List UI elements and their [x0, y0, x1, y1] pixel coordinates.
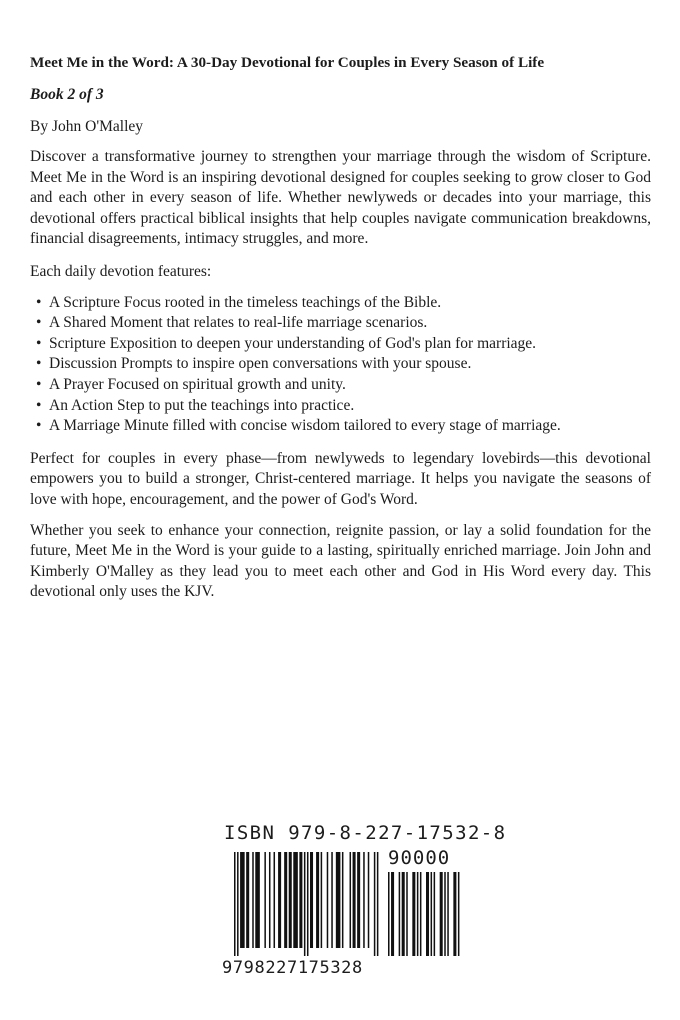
features-list [30, 293, 651, 437]
barcode-bar [426, 872, 429, 956]
barcode-bar [299, 852, 302, 948]
barcode-bar [357, 852, 360, 948]
barcode-bar [237, 852, 239, 956]
barcode-bar [327, 852, 329, 948]
barcode-bar [274, 852, 276, 948]
barcode-bar [406, 872, 408, 956]
author-line: By John O'Malley [30, 118, 144, 135]
feature-item: • A Prayer Focused on spiritual growth and unity. [36, 375, 651, 396]
barcode-bar [353, 852, 356, 948]
barcode-bar [255, 852, 260, 948]
barcode-bar [284, 852, 287, 948]
barcode-bar [307, 852, 309, 956]
barcode-bar [331, 852, 333, 948]
feature-item: • A Shared Moment that relates to real-life marriage scenarios. [36, 313, 651, 334]
barcode-bar [402, 872, 405, 956]
book-series: Book 2 of 3 [30, 86, 104, 103]
feature-item: • Discussion Prompts to inspire open conversations with your spouse. [36, 354, 651, 375]
barcode-bar [444, 872, 446, 956]
barcode-bar [447, 872, 449, 956]
barcode-bar [417, 872, 419, 956]
barcode-bar [350, 852, 352, 948]
barcode-bar [336, 852, 341, 948]
barcode-bar [321, 852, 323, 948]
isbn-label: ISBN 979-8-227-17532-8 [224, 822, 507, 844]
barcode-bar [234, 852, 236, 956]
barcode-bar [388, 872, 390, 956]
barcode-bar [453, 872, 456, 956]
barcode-bar [431, 872, 433, 956]
barcode-bar [240, 852, 245, 948]
barcode-bar [412, 872, 415, 956]
barcode-bar [391, 872, 394, 956]
paragraph-closing: Whether you seek to enhance your connection, reignite passion, or lay a solid foundation for the future, Meet Me in the Word is your guide to a lasting, spiritually enriched marriage. Join John and Kimberly O'Malley as they lead you to meet each other and God in His Word every day. This devotional only uses the KJV. [30, 521, 651, 601]
barcode-bar [293, 852, 298, 948]
barcode-bar [374, 852, 376, 956]
barcode-bar [269, 852, 271, 948]
barcode-bar [399, 872, 401, 956]
intro-paragraph: Discover a transformative journey to strengthen your marriage through the wisdom of Scripture. Meet Me in the Word is an inspiring devotional designed for couples seeking to grow closer to God and each other in every season of life. Whether newlyweds or decades into your marriage, this devotional offers practical biblical insights that help couples navigate communication breakdowns, financial disagreements, intimacy struggles, and more. [30, 148, 651, 248]
barcode-bar [440, 872, 443, 956]
price-code: 90000 [388, 847, 451, 869]
barcode-bar [316, 852, 319, 948]
barcode-bar [264, 852, 266, 948]
barcode-bar [342, 852, 344, 948]
features-lead: Each daily devotion features: [30, 262, 212, 280]
barcode-bar [289, 852, 292, 948]
barcode-bar [368, 852, 370, 948]
back-cover-text [30, 53, 651, 603]
ean-digits: 9798227175328 [222, 958, 363, 978]
barcode-bar [304, 852, 306, 956]
feature-item: • An Action Step to put the teachings into practice. [36, 396, 651, 417]
feature-item: • A Scripture Focus rooted in the timeless teachings of the Bible. [36, 293, 651, 314]
feature-item: • Scripture Exposition to deepen your understanding of God's plan for marriage. [36, 334, 651, 355]
book-title: Meet Me in the Word: A 30-Day Devotional for Couples in Every Season of Life [30, 54, 545, 71]
barcode-bar [363, 852, 365, 948]
barcode-bar [458, 872, 460, 956]
feature-item: • A Marriage Minute filled with concise wisdom tailored to every stage of marriage. [36, 416, 651, 437]
barcode-bar [377, 852, 379, 956]
barcode-bar [246, 852, 249, 948]
paragraph-couples: Perfect for couples in every phase—from newlyweds to legendary lovebirds—this devotional empowers you to build a stronger, Christ-centered marriage. It helps you navigate the seasons of love with hope, encouragement, and the power of God's Word. [30, 449, 651, 508]
barcode-bar [310, 852, 313, 948]
barcode-bar [434, 872, 436, 956]
barcode-bar [252, 852, 254, 948]
barcode-bar [420, 872, 422, 956]
barcode-bar [278, 852, 281, 948]
isbn-barcode [222, 822, 507, 987]
